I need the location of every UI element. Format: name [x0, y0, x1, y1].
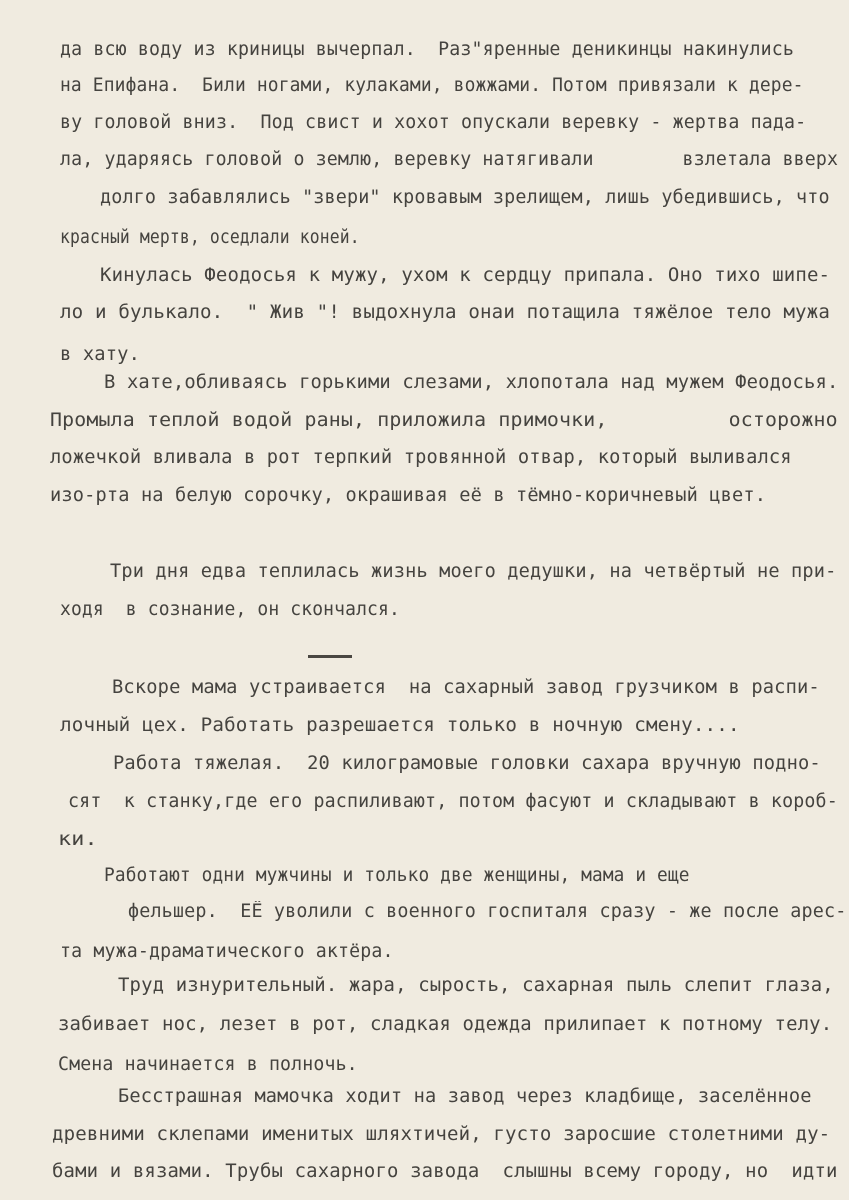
text-line: лочный цех. Работать разрешается только в ночную смену....: [60, 715, 740, 736]
text-line: та мужа-драматического актёра.: [60, 941, 394, 962]
text-line: Работают одни мужчины и только две женщины, мама и еще: [104, 865, 690, 886]
text-line: долго забавлялись "звери" кровавым зрелищем, лишь убедившись, что: [100, 187, 830, 208]
text-line: древними склепами именитых шляхтичей, густо заросшие столетними ду-: [52, 1124, 831, 1145]
text-line: В хате,обливаясь горькими слезами, хлопотала над мужем Феодосья.: [104, 372, 839, 393]
text-line: Промыла теплой водой раны, приложила примочки, осторожно: [50, 410, 838, 431]
text-line: забивает нос, лезет в рот, сладкая одежда прилипает к потному телу.: [58, 1014, 833, 1035]
text-line: ки.: [58, 829, 98, 850]
text-line: ходя в сознание, он скончался.: [60, 599, 400, 620]
text-line: в хату.: [60, 344, 141, 365]
text-line: на Епифана. Били ногами, кулаками, вожжами. Потом привязали к дере-: [60, 75, 804, 96]
text-line: ла, ударяясь головой о землю, веревку натягивали взлетала вверх: [60, 149, 839, 170]
text-line: Кинулась Феодосья к мужу, ухом к сердцу припала. Оно тихо шипе-: [100, 265, 831, 286]
text-line: Вскоре мама устраивается на сахарный завод грузчиком в распи-: [112, 677, 820, 698]
text-line: красный мертв, оседлали коней.: [60, 227, 360, 248]
text-line: Бесстрашная мамочка ходит на завод через кладбище, заселённое: [118, 1086, 812, 1107]
text-line: бами и вязами. Трубы сахарного завода слышны всему городу, но идти: [52, 1161, 838, 1182]
text-line: изо-рта на белую сорочку, окрашивая её в тёмно-коричневый цвет.: [50, 485, 767, 506]
text-line: Работа тяжелая. 20 килограмовые головки сахара вручную подно-: [113, 753, 821, 774]
section-divider: [308, 655, 352, 658]
text-line: ву головой вниз. Под свист и хохот опускали веревку - жертва пада-: [60, 112, 807, 133]
text-line: ложечкой вливала в рот терпкий тровянной отвар, который выливался: [50, 447, 792, 468]
text-line: фельшер. ЕЁ уволили с военного госпиталя сразу - же после арес-: [128, 901, 847, 922]
text-line: сят к станку,где его распиливают, потом фасуют и складывают в короб-: [68, 791, 838, 812]
text-line: Смена начинается в полночь.: [58, 1054, 358, 1075]
text-line: ло и булькало. " Жив "! выдохнула онаи потащила тяжёлое тело мужа: [60, 302, 831, 323]
text-line: да всю воду из криницы вычерпал. Раз"яренные деникинцы накинулись: [60, 39, 795, 60]
text-line: Труд изнурительный. жара, сырость, сахарная пыль слепит глаза,: [118, 975, 834, 996]
text-line: Три дня едва теплилась жизнь моего дедушки, на четвёртый не при-: [110, 561, 837, 582]
